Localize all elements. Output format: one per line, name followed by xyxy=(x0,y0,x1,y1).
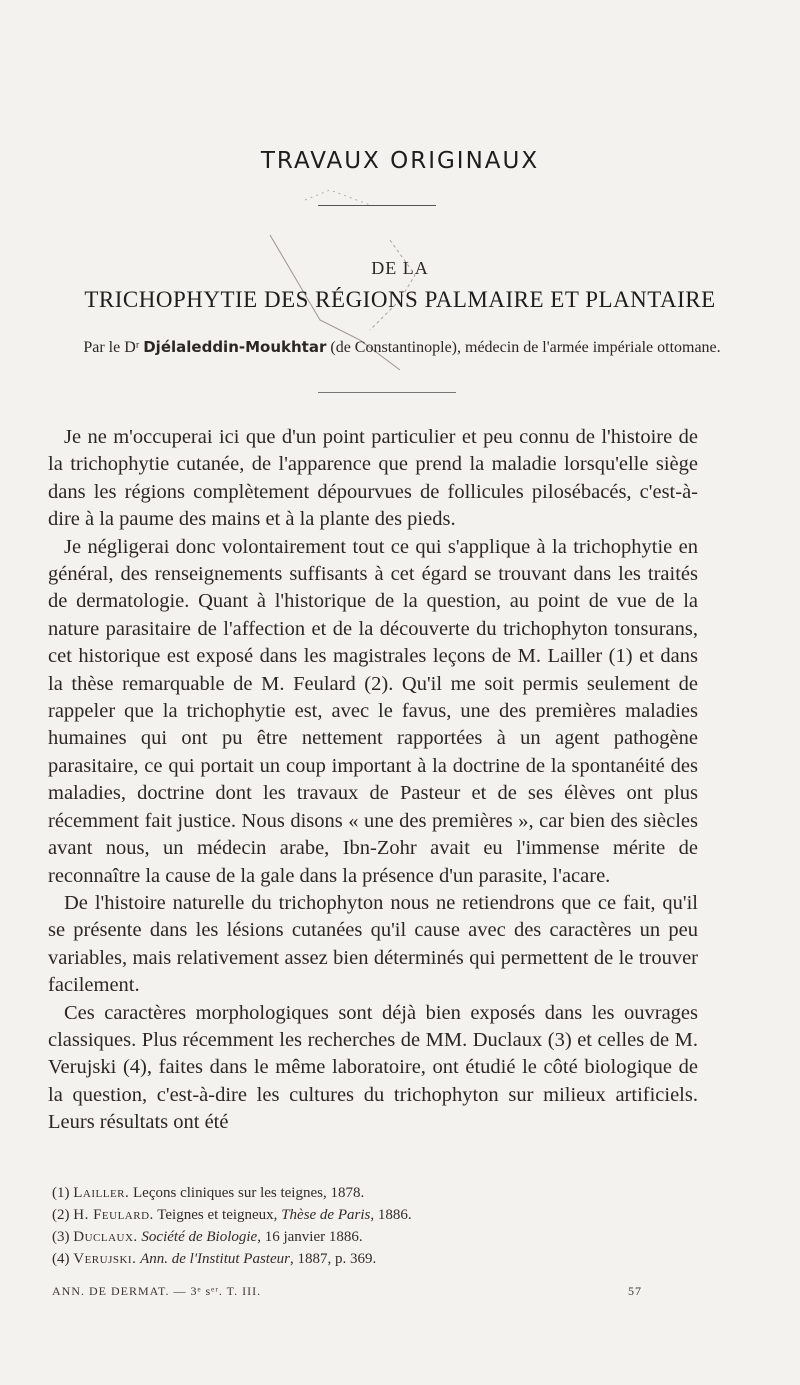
paragraph: De l'histoire naturelle du trichophyton nous ne retiendrons que ce fait, qu'il se présente dans les lésions cutanées qu'il cause avec des caractères un peu variables, mais relativement assez bien déterminés qui permettent de le trouver facilement. xyxy=(48,891,698,997)
author-affiliation: (de Constantinople), médecin de l'armée impériale ottomane. xyxy=(330,339,721,356)
footnotes xyxy=(52,1182,692,1270)
byline-divider xyxy=(318,392,456,393)
footnote-author: H. Feulard. xyxy=(73,1207,154,1223)
paragraph: Je ne m'occuperai ici que d'un point particulier et peu connu de l'histoire de la trichophytie cutanée, de l'apparence que prend la maladie lorsqu'elle siège dans les régions complètement dépourvues de follicules pilosébacés, c'est-à-dire à la paume des mains et à la plante des pieds. xyxy=(48,426,698,531)
section-title: TRAVAUX ORIGINAUX xyxy=(260,148,540,174)
paragraph: Ces caractères morphologiques sont déjà bien exposés dans les ouvrages classiques. Plus récemment les recherches de MM. Duclaux (3) et celles de M. Verujski (4), faites dans le même laboratoire, ont étudié le côté biologique de la question, c'est-à-dire les cultures du trichophyton sur milieux artificiels. Leurs résultats ont été xyxy=(48,1001,698,1134)
paragraph: Je négligerai donc volontairement tout ce qui s'applique à la trichophytie en général, des renseignements suffisants à cet égard se trouvant dans les traités de dermatologie. Quant à l'historique de la question, au point de vue de la nature parasitaire de l'affection et de la découverte du trichophyton tonsurans, cet historique est exposé dans les magistrales leçons de M. Lailler (1) et dans la thèse remarquable de M. Feulard (2). Qu'il me soit permis seulement de rappeler que la trichophytie est, avec le favus, une des premières maladies humaines qui ont pu être nettement rapportées à un agent pathogène parasitaire, ce qui portait un coup important à la doctrine de la spontanéité des maladies, doctrine dont les travaux de Pasteur et de ses élèves ont plus récemment fait justice. Nous disons « une des premières », car bien des siècles avant nous, un médecin arabe, Ibn-Zohr avait eu l'immense mérite de reconnaître la cause de la gale dans la présence d'un parasite, l'acare. xyxy=(48,535,698,887)
footnote-author: Duclaux. xyxy=(73,1229,138,1245)
footnote-author: Verujski. xyxy=(73,1251,137,1267)
footnote-author: Lailler. xyxy=(73,1185,130,1201)
byline xyxy=(52,336,752,359)
footnote: (3) Duclaux. Société de Biologie, 16 janvier 1886. xyxy=(52,1229,363,1245)
journal-reference: ANN. DE DERMAT. — 3ᵉ sᵉʳ. T. III. xyxy=(52,1284,262,1298)
article-title-prefix: DE LA xyxy=(371,258,429,278)
article-body xyxy=(48,424,698,1137)
footnote: (2) H. Feulard. Teignes et teigneux, Thèse de Paris, 1886. xyxy=(52,1207,412,1223)
byline-prefix: Par le Dʳ xyxy=(83,339,140,356)
page-number: 57 xyxy=(628,1284,642,1298)
footnote: (4) Verujski. Ann. de l'Institut Pasteur, 1887, p. 369. xyxy=(52,1251,377,1267)
article-title: TRICHOPHYTIE DES RÉGIONS PALMAIRE ET PLANTAIRE xyxy=(84,287,716,312)
footnote: (1) Lailler. Leçons cliniques sur les teignes, 1878. xyxy=(52,1185,365,1201)
title-divider xyxy=(318,205,436,206)
author-name: Djélaleddin-Moukhtar xyxy=(143,338,327,356)
